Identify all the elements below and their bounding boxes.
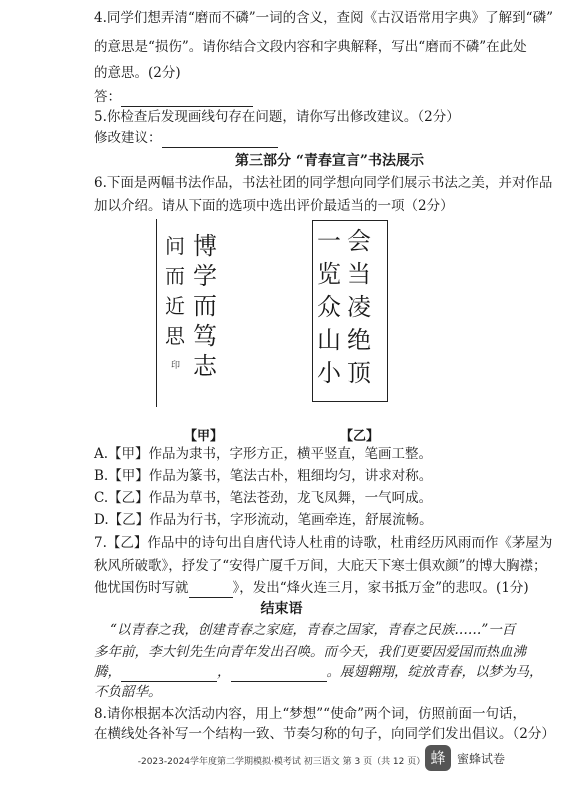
q6-line1: 6.下面是两幅书法作品，书法社团的同学想向同学们展示书法之美，并对作品 xyxy=(94,175,553,191)
page-footer: -2023-2024学年度第二学期模拟·模考试 初三语文 第 3 页（共 12 页） xyxy=(137,757,426,767)
closing-line3-start: 腾， xyxy=(94,664,121,680)
q5-answer-label: 修改建议： xyxy=(94,130,162,146)
calligraphy-char: 小 xyxy=(317,359,341,387)
q4-answer-blank[interactable] xyxy=(121,92,253,107)
label-work-a: 【甲】 xyxy=(184,429,224,444)
calligraphy-char: 思 xyxy=(165,324,185,348)
calligraphy-char: 而 xyxy=(193,292,217,320)
work-a-column-1 xyxy=(193,231,221,381)
closing-line3-mid: ， xyxy=(217,664,231,680)
q6-option-d[interactable]: D.【乙】作品为行书，字形流动，笔画牵连，舒展流畅。 xyxy=(94,512,433,528)
calligraphy-char: 而 xyxy=(165,264,185,288)
q4-line2: 的意思是“损伤”。请你结合文段内容和字典解释，写出“磨而不磷”在此处 xyxy=(94,39,527,55)
calligraphy-char: 众 xyxy=(317,293,341,321)
q6-line2: 加以介绍。请从下面的选项中选出评价最适当的一项（2分） xyxy=(94,198,454,214)
calligraphy-char: 问 xyxy=(165,234,185,258)
q8-line2: 在横线处各补写一个结构一致、节奏匀称的句子，向同学们发出倡议。（2分） xyxy=(94,726,555,742)
closing-blank-1[interactable] xyxy=(121,667,217,682)
calligraphy-char: 会 xyxy=(347,227,371,255)
calligraphy-char: 志 xyxy=(193,352,217,380)
calligraphy-char: 笃 xyxy=(193,322,217,350)
q6-option-a[interactable]: A.【甲】作品为隶书，字形方正，横平竖直，笔画工整。 xyxy=(94,446,433,462)
calligraphy-work-b xyxy=(312,220,388,402)
q4-line3: 的意思。(2分) xyxy=(94,65,181,81)
q5-answer xyxy=(94,128,278,148)
q7-line3 xyxy=(94,578,529,598)
work-b-column-2 xyxy=(317,225,347,390)
calligraphy-char: 一 xyxy=(317,227,341,255)
label-work-b: 【乙】 xyxy=(340,429,380,444)
work-a-column-2 xyxy=(165,231,187,351)
q6-option-c[interactable]: C.【乙】作品为草书，笔法苍劲，龙飞凤舞，一气呵成。 xyxy=(94,490,433,506)
closing-blank-2[interactable] xyxy=(231,667,327,682)
work-b-column-1 xyxy=(347,225,377,390)
closing-title: 结束语 xyxy=(260,601,303,617)
calligraphy-char: 山 xyxy=(317,326,341,354)
q7-line3-end: 》，发出“烽火连三月，家书抵万金”的悲叹。(1分) xyxy=(232,580,529,596)
q5-answer-blank[interactable] xyxy=(162,133,278,148)
bee-logo-icon: 蜂 xyxy=(425,745,451,771)
calligraphy-char: 顶 xyxy=(347,359,371,387)
q4-answer-label: 答： xyxy=(94,89,121,105)
closing-line1: “以青春之我，创建青春之家庭，青春之国家，青春之民族……”一百 xyxy=(110,622,516,638)
watermark-brand: 蜜蜂试卷 xyxy=(457,752,506,766)
closing-line2: 多年前，李大钊先生向青年发出召唤。而今天，我们更要因爱国而热血沸 xyxy=(94,644,526,660)
work-a-seal: 印 xyxy=(171,361,181,371)
closing-line4: 不负韶华。 xyxy=(94,684,162,700)
calligraphy-char: 凌 xyxy=(347,293,371,321)
q4-answer xyxy=(94,87,253,107)
closing-line3-end: 。展翅翱翔，绽放青春，以梦为马， xyxy=(326,664,543,680)
calligraphy-char: 近 xyxy=(165,294,185,318)
calligraphy-char: 博 xyxy=(193,232,217,260)
calligraphy-char: 览 xyxy=(317,260,341,288)
calligraphy-work-a xyxy=(156,219,237,407)
q8-line1: 8.请你根据本次活动内容，用上“梦想”“使命”两个词，仿照前面一句话， xyxy=(94,706,526,722)
calligraphy-char: 学 xyxy=(193,262,217,290)
q7-line1: 7.【乙】作品中的诗句出自唐代诗人杜甫的诗歌，杜甫经历风雨而作《茅屋为 xyxy=(94,535,553,551)
calligraphy-char: 当 xyxy=(347,260,371,288)
calligraphy-char: 绝 xyxy=(347,326,371,354)
q6-option-b[interactable]: B.【甲】作品为篆书，笔法古朴，粗细均匀，讲求对称。 xyxy=(94,468,433,484)
q7-line2: 秋风所破歌》，抒发了“安得广厦千万间，大庇天下寒士俱欢颜”的博大胸襟； xyxy=(94,558,547,574)
q7-blank[interactable] xyxy=(189,583,233,598)
q7-line3-start: 他忧国伤时写就 xyxy=(94,580,189,596)
closing-line3 xyxy=(94,662,543,682)
part3-title: 第三部分 “青春宣言”书法展示 xyxy=(235,153,424,169)
q4-line1: 4.同学们想弄清“磨而不磷”一词的含义，查阅《古汉语常用字典》了解到“磷” xyxy=(94,10,553,26)
q5-line1: 5.你检查后发现画线句存在问题，请你写出修改建议。（2分） xyxy=(94,109,460,125)
